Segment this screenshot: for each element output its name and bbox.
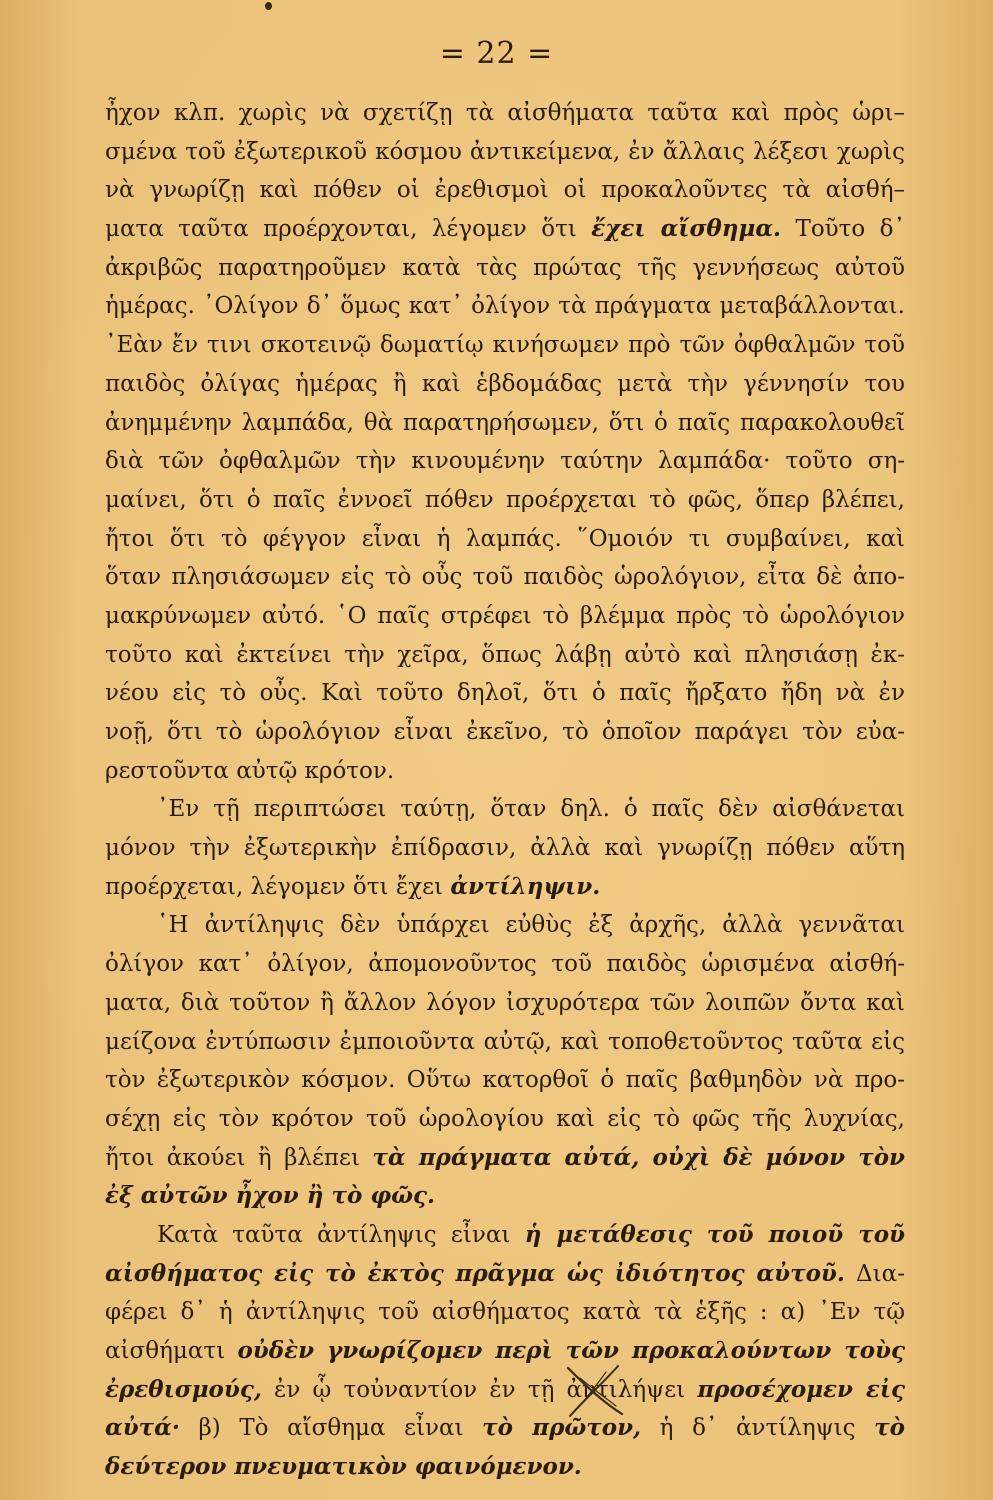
emphasized-text: αἰσθήματος εἰς τὸ ἐκτὸς πρᾶγμα ὡς ἰδιότητος αὐτοῦ. — [105, 1259, 845, 1287]
body-text — [105, 94, 905, 1487]
text-line — [105, 249, 905, 288]
text-segment: β) Τὸ αἴσθημα εἶναι — [179, 1415, 483, 1442]
emphasized-text: ἐξ αὐτῶν ἦχον ἢ τὸ φῶς. — [105, 1182, 436, 1210]
text-line — [105, 1061, 905, 1100]
text-line — [105, 1255, 905, 1294]
emphasized-text: τὰ πράγματα αὐτά, οὐχὶ δὲ μόνον τὸν — [372, 1143, 905, 1171]
text-segment: ἤτοι ἀκούει ἢ βλέπει — [105, 1144, 373, 1171]
text-line — [105, 674, 905, 713]
text-segment: ᾽Εὰν ἔν τινι σκοτεινῷ δωματίῳ κινήσωμεν πρὸ τῶν ὀφθαλμῶν τοῦ — [105, 332, 905, 359]
text-segment: ρεστοῦντα αὐτῷ κρότον. — [105, 757, 395, 784]
text-line — [105, 829, 905, 868]
text-segment: σμένα τοῦ ἐξωτερικοῦ κόσμου ἀντικείμενα, ἐν ἄλλαις λέξεσι χωρὶς — [105, 138, 905, 165]
text-segment: σέχῃ εἰς τὸν κρότον τοῦ ὡρολογίου καὶ εἰς τὸ φῶς τῆς λυχνίας, — [105, 1105, 905, 1132]
text-segment: ματα ταῦτα προέρχονται, λέγομεν ὅτι — [105, 216, 592, 243]
emphasized-text: δεύτερον πνευματικὸν φαινόμενον. — [105, 1453, 582, 1481]
text-line — [105, 1216, 905, 1255]
text-segment: ὀλίγον κατ᾽ ὀλίγον, ἀπομονοῦντος τοῦ παιδὸς ὡρισμένα αἰσθή- — [105, 951, 905, 978]
text-line — [105, 326, 905, 365]
text-line — [105, 906, 905, 945]
text-line — [105, 442, 905, 481]
text-segment: μείζονα ἐντύπωσιν ἐμποιοῦντα αὐτῷ, καὶ τοποθετοῦντος ταῦτα εἰς — [105, 1028, 905, 1055]
text-segment: Δια- — [844, 1260, 905, 1287]
text-line — [105, 1409, 905, 1448]
text-line — [105, 868, 905, 907]
text-line — [105, 1371, 905, 1410]
text-line — [105, 713, 905, 752]
text-segment: προέρχεται, λέγομεν ὅτι ἔχει — [105, 873, 451, 900]
text-segment: ἡ δ᾽ ἀντίληψις — [641, 1415, 875, 1442]
text-line — [105, 481, 905, 520]
text-segment: ᾽Εν τῇ περιπτώσει ταύτῃ, ὅταν δηλ. ὁ παῖς δὲν αἰσθάνεται — [157, 796, 905, 823]
ink-dot — [265, 2, 272, 10]
emphasized-text: ἡ μετάθεσις τοῦ ποιοῦ τοῦ — [524, 1220, 905, 1248]
text-line — [105, 1100, 905, 1139]
text-segment: Τοῦτο δ᾽ — [781, 216, 906, 243]
emphasized-text: ἔχει αἴσθημα. — [591, 215, 782, 243]
text-segment: τὸν ἐξωτερικὸν κόσμον. Οὕτω κατορθοῖ ὁ παῖς βαθμηδὸν νὰ προ- — [105, 1067, 905, 1094]
text-segment: ἡμέρας. ᾽Ολίγον δ᾽ ὅμως κατ᾽ ὀλίγον τὰ πράγματα μεταβάλλονται. — [105, 293, 905, 320]
text-line — [105, 133, 905, 172]
text-segment: ῾Η ἀντίληψις δὲν ὑπάρχει εὐθὺς ἐξ ἀρχῆς, ἀλλὰ γεννᾶται — [157, 912, 905, 939]
text-segment: ὅταν πλησιάσωμεν εἰς τὸ οὖς τοῦ παιδὸς ὡρολόγιον, εἶτα δὲ ἀπο- — [105, 564, 905, 591]
text-segment: αἰσθήματι — [105, 1338, 238, 1364]
emphasized-text: οὐδὲν γνωρίζομεν περὶ τῶν προκαλούντων τοὺς — [237, 1337, 905, 1364]
text-line — [105, 94, 905, 133]
text-segment: ἦχον κλπ. χωρὶς νὰ σχετίζῃ τὰ αἰσθήματα ταῦτα καὶ πρὸς ὡρι– — [105, 100, 905, 126]
text-line — [105, 287, 905, 326]
text-segment: νοῇ, ὅτι τὸ ὡρολόγιον εἶναι ἐκεῖνο, τὸ ὁποῖον παράγει τὸν εὐα- — [105, 719, 905, 745]
text-line — [105, 984, 905, 1023]
text-line — [105, 365, 905, 404]
emphasized-text: ἀντίληψιν. — [450, 872, 601, 900]
text-line — [105, 945, 905, 984]
text-segment: παιδὸς ὀλίγας ἡμέρας ἢ καὶ ἑβδομάδας μετὰ τὴν γέννησίν του — [105, 370, 905, 397]
text-segment: ἀνημμένην λαμπάδα, θὰ παρατηρήσωμεν, ὅτι ὁ παῖς παρακολουθεῖ — [105, 409, 905, 436]
text-line — [105, 210, 905, 249]
text-line — [105, 404, 905, 443]
emphasized-text: τὸ — [874, 1414, 905, 1442]
text-segment: ἀκριβῶς παρατηροῦμεν κατὰ τὰς πρώτας τῆς γεννήσεως αὐτοῦ — [105, 254, 905, 281]
text-segment: μακρύνωμεν αὐτό. ῾Ο παῖς στρέφει τὸ βλέμμα πρὸς τὸ ὡρολόγιον — [105, 602, 905, 629]
text-segment: διὰ τῶν ὀφθαλμῶν τὴν κινουμένην ταύτην λαμπάδα· τοῦτο ση- — [105, 448, 905, 475]
text-segment: ματα, διὰ τοῦτον ἢ ἄλλον λόγον ἰσχυρότερα τῶν λοιπῶν ὄντα καὶ — [105, 989, 905, 1016]
text-line — [105, 597, 905, 636]
text-line — [105, 1332, 905, 1371]
text-line — [105, 790, 905, 829]
text-line — [105, 1023, 905, 1062]
text-line — [105, 520, 905, 559]
text-line — [105, 1139, 905, 1178]
pen-cross-mark-icon — [560, 1360, 630, 1420]
text-line — [105, 752, 905, 791]
text-line — [105, 171, 905, 210]
text-line — [105, 1448, 905, 1487]
emphasized-text: ἐρεθισμούς, — [105, 1375, 262, 1403]
text-line — [105, 1293, 905, 1332]
text-segment: νέου εἰς τὸ οὖς. Καὶ τοῦτο δηλοῖ, ὅτι ὁ παῖς ἤρξατο ἤδη νὰ ἐν — [105, 680, 905, 707]
text-segment: ἐν ᾧ τοὐναντίον ἐν τῇ ἀντιλήψει — [261, 1376, 698, 1403]
text-line — [105, 558, 905, 597]
text-segment: Κατὰ ταῦτα ἀντίληψις εἶναι — [157, 1221, 525, 1248]
text-segment: μόνον τὴν ἐξωτερικὴν ἐπίδρασιν, ἀλλὰ καὶ γνωρίζῃ πόθεν αὕτη — [105, 835, 905, 862]
text-line — [105, 636, 905, 675]
page-number: = 22 = — [439, 36, 554, 71]
text-segment: τοῦτο καὶ ἐκτείνει τὴν χεῖρα, ὅπως λάβῃ αὐτὸ καὶ πλησιάσῃ ἐκ- — [105, 641, 905, 668]
text-segment: φέρει δ᾽ ἡ ἀντίληψις τοῦ αἰσθήματος κατὰ τὰ ἑξῆς : α) ᾽Εν τῷ — [105, 1299, 905, 1326]
emphasized-text: αὐτά· — [105, 1414, 180, 1442]
text-line — [105, 1177, 905, 1216]
text-segment: μαίνει, ὅτι ὁ παῖς ἐννοεῖ πόθεν προέρχεται τὸ φῶς, ὅπερ βλέπει, — [105, 486, 905, 513]
emphasized-text: τὸ πρῶτον, — [482, 1414, 642, 1442]
text-segment: νὰ γνωρίζῃ καὶ πόθεν οἱ ἐρεθισμοὶ οἱ προκαλοῦντες τὰ αἰσθή– — [105, 177, 905, 204]
emphasized-text: προσέχομεν εἰς — [697, 1375, 905, 1403]
text-segment: ἤτοι ὅτι τὸ φέγγον εἶναι ἡ λαμπάς. ῞Ομοιόν τι συμβαίνει, καὶ — [105, 525, 905, 552]
